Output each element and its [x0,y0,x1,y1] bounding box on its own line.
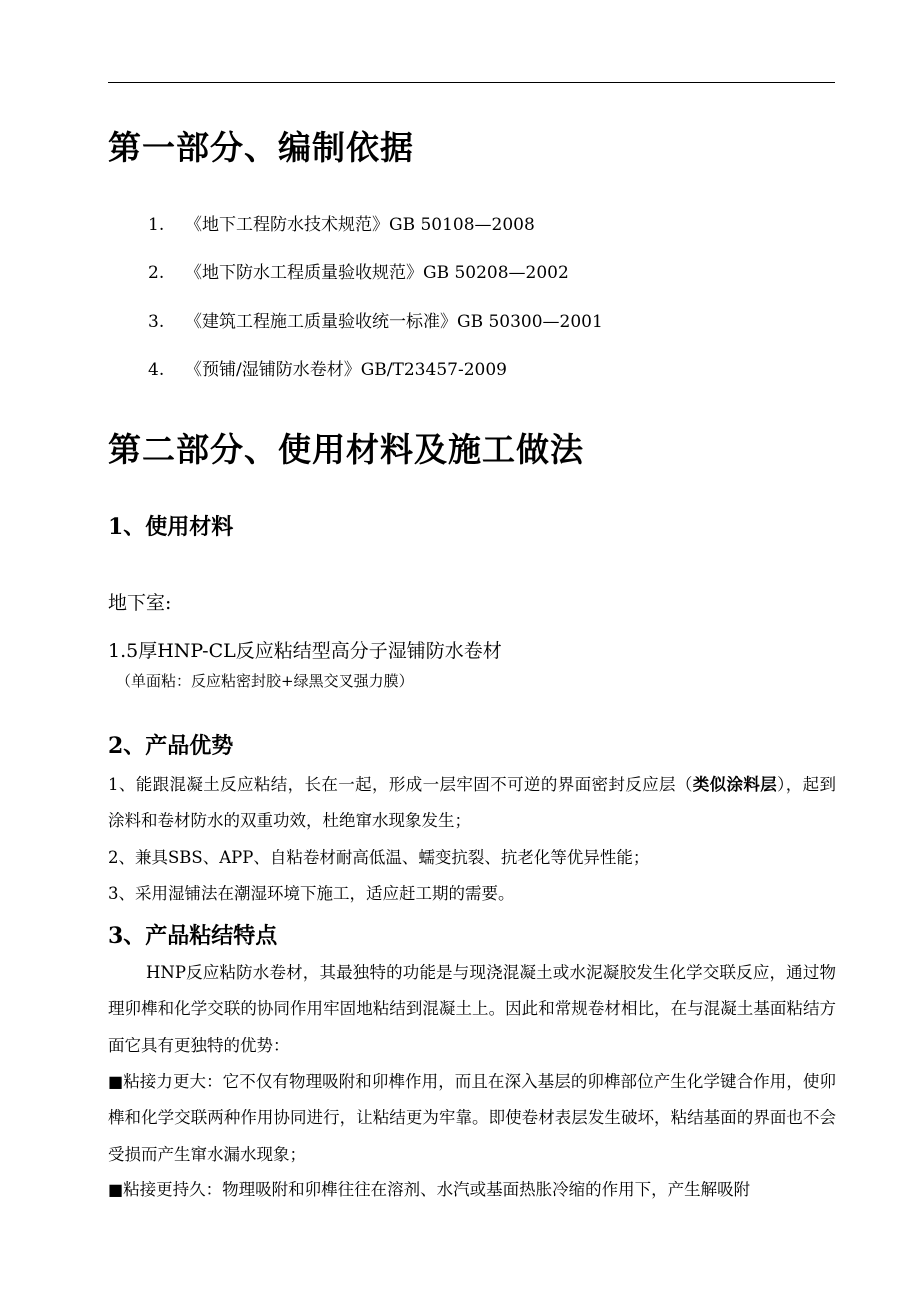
section3-heading: 3、产品粘结特点 [108,923,278,949]
bullet-item-1 [108,1064,836,1173]
part1-heading: 第一部分、编制依据 [108,128,414,167]
reference-item-1 [148,210,535,235]
reference-number: 4. [148,360,165,380]
reference-number: 1. [148,215,165,235]
reference-text: 《预铺/湿铺防水卷材》GB/T23457-2009 [185,360,507,380]
header-rule [108,82,835,83]
section2-heading: 2、产品优势 [108,733,234,759]
advantage-text: 1、能跟混凝土反应粘结，长在一起，形成一层牢固不可逆的界面密封反应层（ [108,775,693,794]
location-label: 地下室: [108,592,172,614]
reference-item-4 [148,355,507,380]
advantage-emphasis: 类似涂料层 [692,775,778,794]
advantage-item-1 [108,767,836,840]
advantage-item-3: 3、采用湿铺法在潮湿环境下施工，适应赶工期的需要。 [108,884,515,903]
bullet-text: 粘接更持久：物理吸附和卯榫往往在溶剂、水汽或基面热胀冷缩的作用下，产生解吸附 [123,1180,751,1199]
bonding-intro: HNP反应粘防水卷材，其最独特的功能是与现浇混凝土或水泥凝胶发生化学交联反应，通过物理卯榫和化学交联的协同作用牢固地粘结到混凝土上。因此和常规卷材相比，在与混凝土基面粘结方面它具有更独特的优势： [108,963,836,1055]
advantage-item-2: 2、兼具SBS、APP、自粘卷材耐高低温、蠕变抗裂、抗老化等优异性能； [108,848,650,867]
reference-text: 《地下防水工程质量验收规范》GB 50208—2002 [185,263,569,283]
advantage-text: ），起到涂料和卷材防水的双重功效，杜绝窜水现象发生； [108,775,837,831]
material-note: （单面粘：反应粘密封胶+绿黑交叉强力膜） [116,672,414,690]
reference-item-2 [148,258,569,283]
bullet-square-icon: ■ [108,1180,124,1199]
bullet-square-icon: ■ [108,1072,124,1091]
material-name: 1.5厚HNP-CL反应粘结型高分子湿铺防水卷材 [108,640,502,662]
reference-number: 3. [148,312,165,332]
reference-text: 《建筑工程施工质量验收统一标准》GB 50300—2001 [185,312,603,332]
part2-heading: 第二部分、使用材料及施工做法 [108,430,584,469]
bullet-item-2 [108,1172,836,1208]
section1-heading: 1、使用材料 [108,514,234,540]
reference-text: 《地下工程防水技术规范》GB 50108—2008 [185,215,535,235]
reference-item-3 [148,307,603,332]
reference-number: 2. [148,263,165,283]
bullet-text: 粘接力更大：它不仅有物理吸附和卯榫作用，而且在深入基层的卯榫部位产生化学键合作用，使卯榫和化学交联两种作用协同进行，让粘结更为牢靠。即使卷材表层发生破坏，粘结基面的界面也不会受损而产生窜水漏水现象； [108,1072,836,1164]
